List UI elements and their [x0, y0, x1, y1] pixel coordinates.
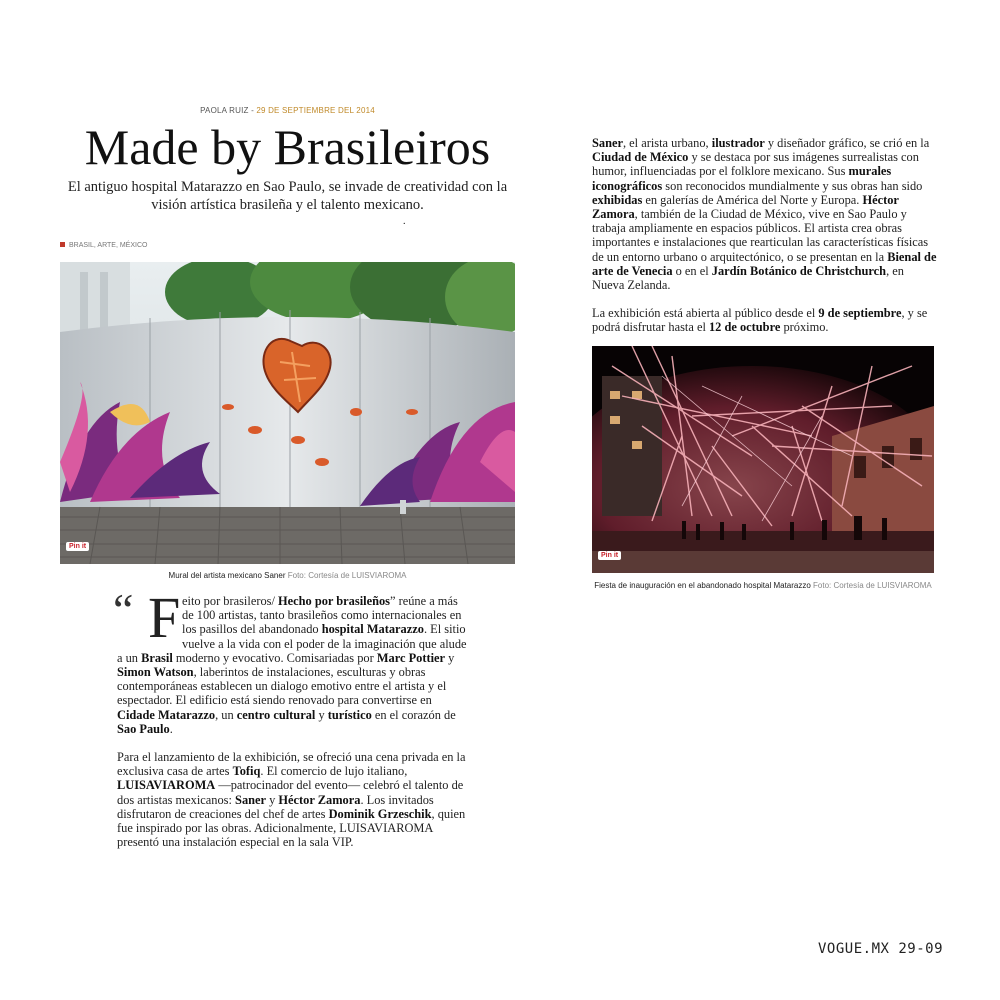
category-tags[interactable] [60, 242, 147, 249]
mural-caption [60, 571, 515, 580]
publish-date: 29 DE SEPTIEMBRE DEL 2014 [256, 106, 375, 115]
paragraph-right-2: La exhibición está abierta al público desde el 9 de septiembre, y se podrá disfrutar hasta el 12 de octubre próximo. [592, 306, 928, 335]
drop-cap: F [148, 585, 181, 650]
byline-separator: - [248, 106, 257, 115]
installation-caption [592, 580, 934, 591]
tag-marker-icon [60, 242, 65, 247]
mural-illustration [60, 262, 515, 564]
tags-label: BRASIL, ARTE, MÉXICO [69, 242, 148, 249]
installation-illustration [592, 346, 934, 573]
mural-caption-text: Mural del artista mexicano Saner [168, 571, 286, 580]
paragraph-left-1: eito por brasileros/ Hecho por brasileños” reúne a más de 100 artistas, tanto brasileños como internacionales en los pasillos del abandonado hospital Matarazzo. El sitio vuelve a la vida con el poder de la imaginación que alude a un Brasil moderno y evocativo. Comisariadas por Marc Pottier y Simon Watson, laberintos de instalaciones, esculturas y obras contemporáneas establecen un dialogo emotivo entre el artista y el espectador. El edificio está siendo renovado para convertirse en Cidade Matarazzo, un centro cultural y turístico en el corazón de Sao Paulo. [117, 594, 467, 736]
author-name: PAOLA RUIZ [200, 106, 249, 115]
pinit-button-2[interactable]: Pin it [598, 551, 621, 560]
stray-dot: . [403, 216, 406, 227]
article-body-left [117, 585, 472, 863]
article-subtitle: El antiguo hospital Matarazzo en Sao Paulo, se invade de creatividad con la visión artística brasileña y el talento mexicano. [67, 179, 508, 213]
opening-quote-icon: “ [113, 584, 134, 635]
mural-photo [60, 262, 515, 564]
pinit-button[interactable]: Pin it [66, 542, 89, 551]
installation-caption-text: Fiesta de inauguración en el abandonado hospital Matarazzo [594, 581, 811, 590]
paragraph-left-2: Para el lanzamiento de la exhibición, se ofreció una cena privada en la exclusiva casa de artes Tofiq. El comercio de lujo italiano, LUISAVIAROMA —patrocinador del evento— celebró el talento de dos artistas mexicanos: Saner y Héctor Zamora. Los invitados disfrutaron de creaciones del chef de artes Dominik Grzeschik, quien fue inspirado por las obras. Adicionalmente, LUISAVIAROMA presentó una instalación especial en la sala VIP. [117, 750, 466, 850]
installation-photo-credit: Foto: Cortesía de LUISVIAROMA [813, 581, 932, 590]
dropcap-spacer [117, 594, 182, 638]
page-footer: VOGUE.MX 29-09 [818, 941, 944, 957]
mural-photo-credit: Foto: Cortesía de LUISVIAROMA [287, 571, 407, 580]
installation-photo [592, 346, 934, 573]
article-title: Made by Brasileiros [84, 119, 491, 175]
article-body-right [592, 136, 937, 349]
paragraph-right-1: Saner, el arista urbano, ilustrador y diseñador gráfico, se crió en la Ciudad de México y se destaca por sus imágenes surrealistas con humor, influenciadas por el folklore mexicano. Sus murales iconográficos son reconocidos mundialmente y sus obras han sido exhibidas en galerías de América del Norte y Europa. Héctor Zamora, también de la Ciudad de México, vive en Sao Paulo y trabaja ampliamente en espacios públicos. El artista crea obras importantes e instalaciones que rearticulan las características físicas de un entorno urbano o arquitectónico, o se presentan en la Bienal de arte de Venecia o en el Jardín Botánico de Christchurch, en Nueva Zelanda. [592, 136, 937, 293]
byline [60, 106, 515, 115]
